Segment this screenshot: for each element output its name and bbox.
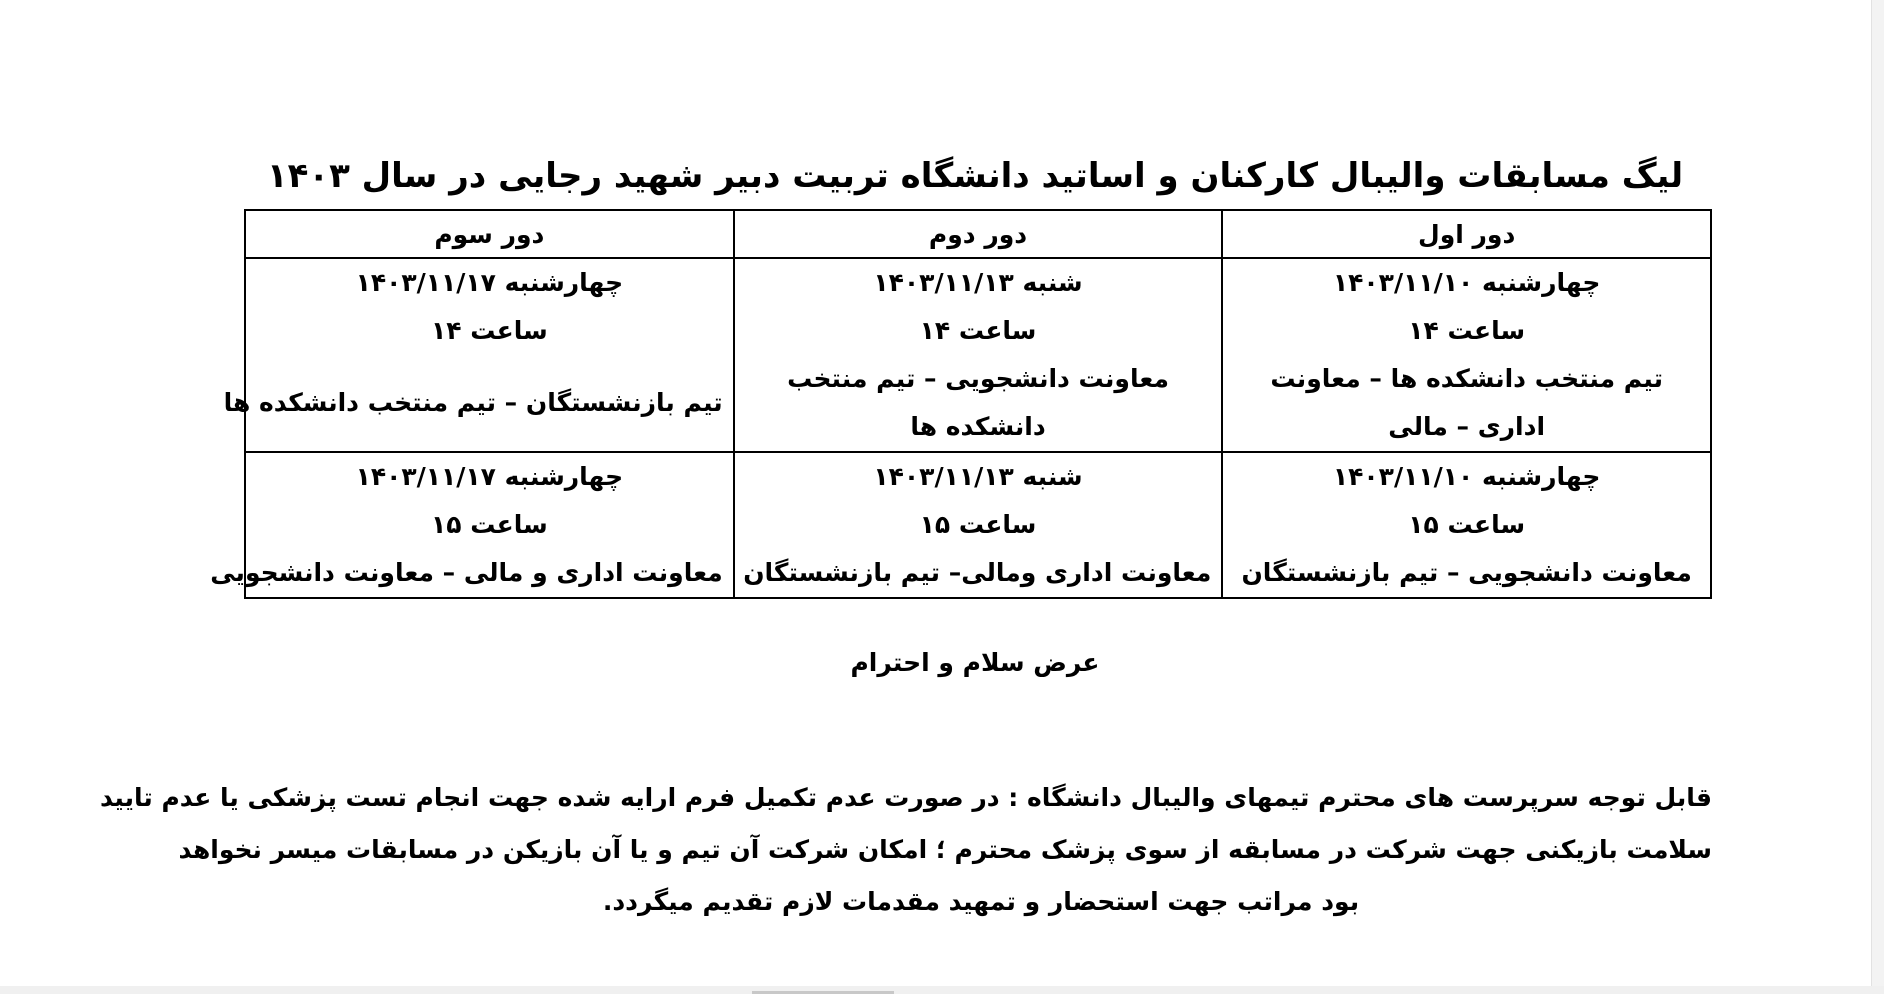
vertical-scrollbar[interactable] xyxy=(1871,0,1884,994)
match-teams: معاونت اداری ومالی– تیم بازنشستگان xyxy=(743,558,1212,587)
table-header-row xyxy=(245,210,1711,258)
match-date: شنبه ۱۴۰۳/۱۱/۱۳ xyxy=(873,462,1083,491)
notice-line: قابل توجه سرپرست های محترم تیمهای والیبال دانشگاه : در صورت عدم تکمیل فرم ارایه شده جهت انجام تست پزشکی یا عدم تایید xyxy=(99,783,1712,812)
match-cell xyxy=(734,258,1223,452)
header-round-1: دور اول xyxy=(1222,210,1711,258)
notice-line: سلامت بازیکنی جهت شرکت در مسابقه از سوی پزشک محترم ؛ امکان شرکت آن تیم و یا آن بازیکن در مسابقات میسر نخواهد xyxy=(178,835,1712,864)
match-teams-cont: دانشکده ها xyxy=(910,412,1046,441)
document-title: لیگ مسابقات والیبال کارکنان و اساتید دانشگاه تربیت دبیر شهید رجایی در سال ۱۴۰۳ xyxy=(266,156,1684,196)
match-teams: معاونت دانشجویی – تیم منتخب xyxy=(787,364,1169,393)
match-date: چهارشنبه ۱۴۰۳/۱۱/۱۰ xyxy=(1332,462,1601,491)
match-date: چهارشنبه ۱۴۰۳/۱۱/۱۷ xyxy=(355,268,624,297)
header-round-3: دور سوم xyxy=(245,210,734,258)
match-time: ساعت ۱۵ xyxy=(1408,510,1526,539)
match-cell xyxy=(223,258,734,452)
match-cell xyxy=(734,452,1223,598)
match-time: ساعت ۱۵ xyxy=(919,510,1037,539)
schedule-table xyxy=(210,209,1712,599)
match-teams-cont: اداری – مالی xyxy=(1388,412,1546,441)
table-row xyxy=(245,258,1711,452)
match-date: شنبه ۱۴۰۳/۱۱/۱۳ xyxy=(873,268,1083,297)
match-cell xyxy=(1222,452,1711,598)
match-teams: تیم بازنشستگان – تیم منتخب دانشکده ها xyxy=(223,388,723,417)
match-time: ساعت ۱۴ xyxy=(919,316,1037,345)
match-teams: معاونت اداری و مالی – معاونت دانشجویی xyxy=(210,558,723,587)
match-time: ساعت ۱۵ xyxy=(430,510,548,539)
horizontal-scrollbar[interactable] xyxy=(0,986,1884,994)
greeting-text: عرض سلام و احترام xyxy=(850,648,1100,677)
match-time: ساعت ۱۴ xyxy=(430,316,548,345)
notice-line: بود مراتب جهت استحضار و تمهید مقدمات لازم تقدیم میگردد. xyxy=(602,887,1360,916)
table-row xyxy=(245,452,1711,598)
match-cell xyxy=(1222,258,1711,452)
notice-paragraph xyxy=(99,772,1712,928)
match-teams: تیم منتخب دانشکده ها – معاونت xyxy=(1270,364,1663,393)
header-round-2: دور دوم xyxy=(734,210,1223,258)
match-cell xyxy=(210,452,734,598)
match-date: چهارشنبه ۱۴۰۳/۱۱/۱۰ xyxy=(1332,268,1601,297)
match-date: چهارشنبه ۱۴۰۳/۱۱/۱۷ xyxy=(355,462,624,491)
match-time: ساعت ۱۴ xyxy=(1408,316,1526,345)
match-teams: معاونت دانشجویی – تیم بازنشستگان xyxy=(1241,558,1692,587)
